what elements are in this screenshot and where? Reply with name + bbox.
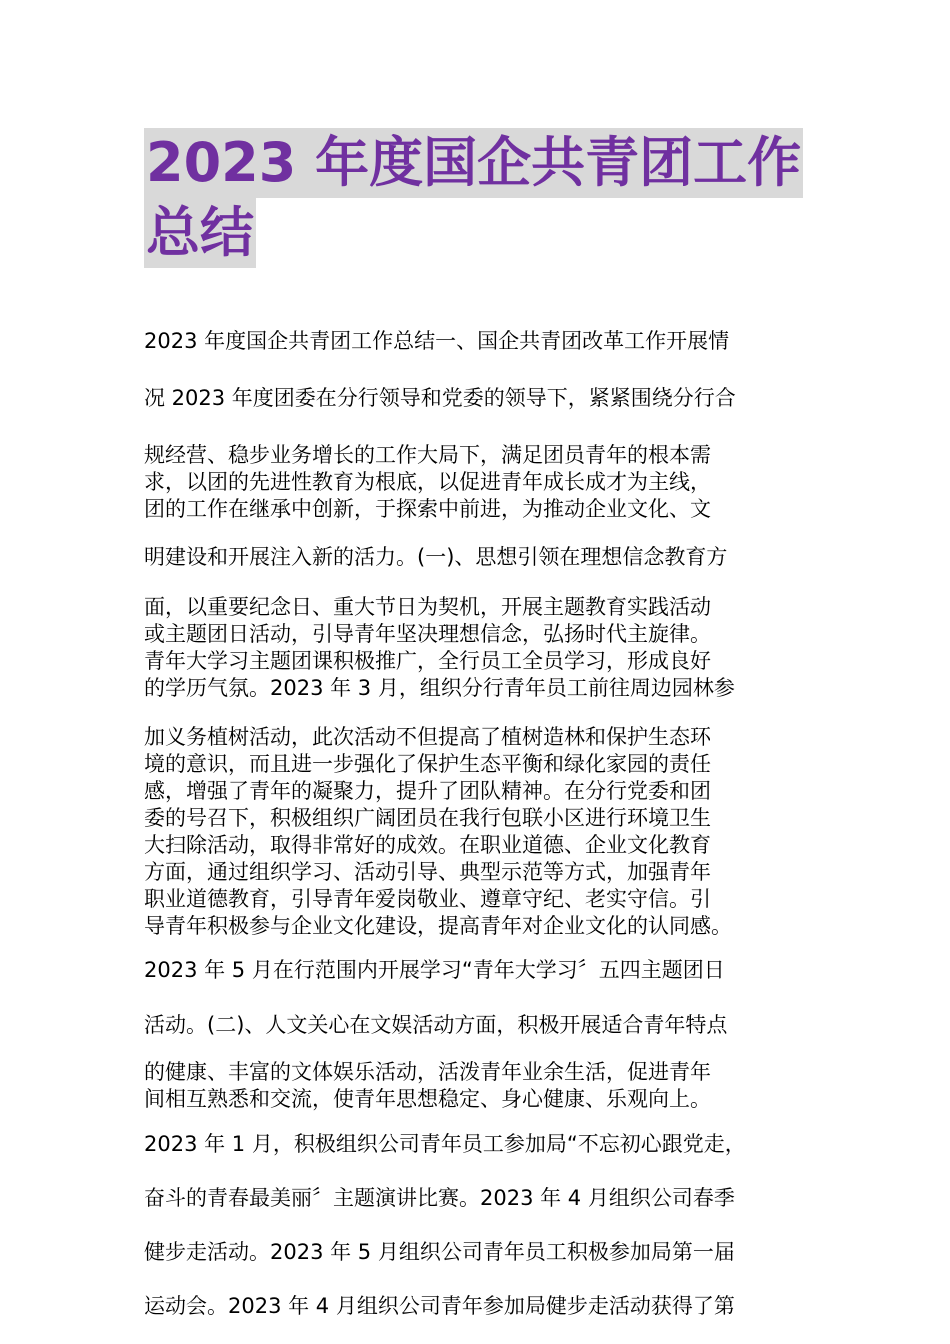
- body-line: 的学历气氛。2023 年 3 月，组织分行青年员工前往周边园林参: [144, 676, 735, 700]
- body-line: 导青年积极参与企业文化建设，提高青年对企业文化的认同感。: [144, 914, 732, 938]
- body-line: 求，以团的先进性教育为根底，以促进青年成长成才为主线，: [144, 470, 711, 494]
- body-line: 青年大学习主题团课积极推广，全行员工全员学习，形成良好: [144, 649, 711, 673]
- body-line: 活动。(二)、人文关心在文娱活动方面，积极开展适合青年特点: [144, 1013, 728, 1037]
- body-line: 2023 年 5 月在行范围内开展学习“青年大学习〞五四主题团日: [144, 958, 725, 982]
- body-line: 面，以重要纪念日、重大节日为契机，开展主题教育实践活动: [144, 595, 711, 619]
- body-line: 运动会。2023 年 4 月组织公司青年参加局健步走活动获得了第: [144, 1294, 735, 1318]
- title-line-2: 总结: [144, 198, 256, 268]
- body-line: 明建设和开展注入新的活力。(一)、思想引领在理想信念教育方: [144, 545, 728, 569]
- body-line: 或主题团日活动，引导青年坚决理想信念，弘扬时代主旋律。: [144, 622, 711, 646]
- body-line: 职业道德教育，引导青年爱岗敬业、遵章守纪、老实守信。引: [144, 887, 711, 911]
- body-line: 的健康、丰富的文体娱乐活动，活泼青年业余生活，促进青年: [144, 1060, 711, 1084]
- document-title: [144, 128, 824, 268]
- body-line: 感，增强了青年的凝聚力，提升了团队精神。在分行党委和团: [144, 779, 711, 803]
- title-line-1: 2023 年度国企共青团工作: [144, 128, 803, 198]
- body-line: 加义务植树活动，此次活动不但提高了植树造林和保护生态环: [144, 725, 711, 749]
- body-line: 2023 年度国企共青团工作总结一、国企共青团改革工作开展情: [144, 329, 730, 353]
- body-line: 委的号召下，积极组织广阔团员在我行包联小区进行环境卫生: [144, 806, 711, 830]
- body-line: 2023 年 1 月，积极组织公司青年员工参加局“不忘初心跟党走，: [144, 1132, 746, 1156]
- body-line: 大扫除活动，取得非常好的成效。在职业道德、企业文化教育: [144, 833, 711, 857]
- body-line: 境的意识，而且进一步强化了保护生态平衡和绿化家园的责任: [144, 752, 711, 776]
- body-line: 团的工作在继承中创新，于探索中前进，为推动企业文化、文: [144, 497, 711, 521]
- body-line: 奋斗的青春最美丽〞主题演讲比赛。2023 年 4 月组织公司春季: [144, 1186, 735, 1210]
- body-line: 况 2023 年度团委在分行领导和党委的领导下，紧紧围绕分行合: [144, 386, 736, 410]
- body-line: 方面，通过组织学习、活动引导、典型示范等方式，加强青年: [144, 860, 711, 884]
- body-line: 间相互熟悉和交流，使青年思想稳定、身心健康、乐观向上。: [144, 1087, 711, 1111]
- body-line: 规经营、稳步业务增长的工作大局下，满足团员青年的根本需: [144, 443, 711, 467]
- document-body: [144, 328, 824, 1320]
- body-line: 健步走活动。2023 年 5 月组织公司青年员工积极参加局第一届: [144, 1240, 735, 1264]
